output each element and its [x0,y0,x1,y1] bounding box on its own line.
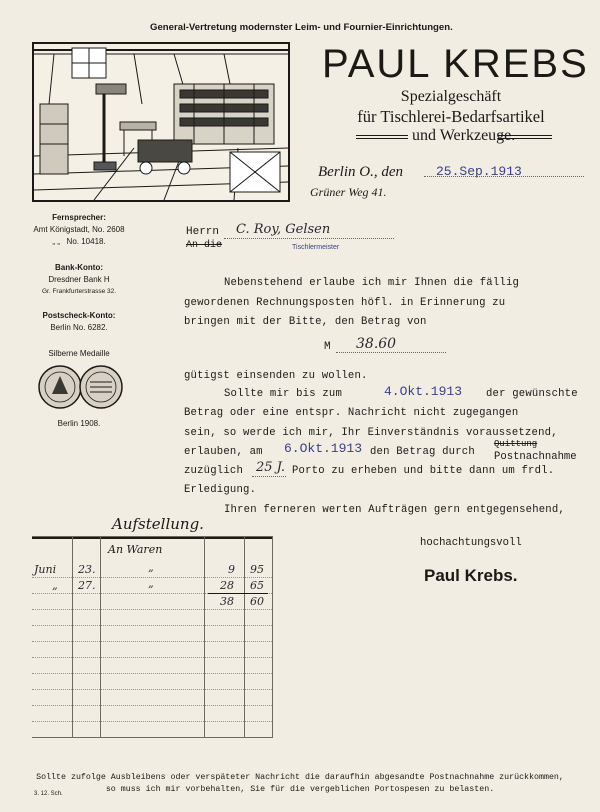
letter-line-5a: Sollte mir bis zum [224,388,343,400]
profession-stamp: Tischlermeister [292,244,340,251]
letter-line-2: gewordenen Rechnungsposten höfl. in Erinnerung zu [184,297,506,309]
closing-formula: hochachtungsvoll [420,537,522,549]
struck-an-die: An die [186,240,223,251]
address-dotted-line [224,238,394,239]
row-ditto: „ [148,561,154,574]
subtitle-row-werkzeuge [322,127,580,147]
row-pfennig: 65 [250,579,264,592]
footer-line-1: Sollte zufolge Ausbleibens oder verspäteter Nachricht die daraufhin abgesandte Postnachnahme zurückkommen, [36,773,564,782]
letter-line-1: Nebenstehend erlaube ich mir Ihnen die fällig [224,277,520,289]
phone-title: Fernsprecher: [52,213,106,222]
postnachnahme-label: Postnachnahme [494,451,577,463]
struck-quittung: Quittung [494,439,538,449]
subtitle-spezialgeschaeft: Spezialgeschäft [400,88,502,105]
letter-line-8b: den Betrag durch [370,446,475,458]
collection-date-stamp: 6.Okt.1913 [284,441,363,456]
company-name: PAUL KREBS [322,42,589,86]
letter-line-8a: erlauben, am [184,446,263,458]
phone-number-1: Amt Königstadt, No. 2608 [33,225,125,234]
letter-line-4: gütigst einsenden zu wollen. [184,370,368,382]
street-address: Grüner Weg 41. [310,185,387,199]
row-mark: 28 [220,579,234,592]
bank-title: Bank-Konto: [55,263,103,272]
footer-line-2: so muss ich mir vorbehalten, Sie für die vergeblichen Portospesen zu belasten. [105,785,495,794]
medal-title: Silberne Medaille [48,349,110,358]
total-pfennig: 60 [250,595,264,608]
date-stamp: 25.Sep.1913 [436,164,522,179]
row-day: 23. [78,563,96,576]
postcheck-title: Postscheck-Konto: [42,311,116,320]
amount-prefix: M [324,341,331,353]
letter-line-3: bringen mit der Bitte, den Betrag von [184,316,427,328]
letter-line-9a: zuzüglich [184,465,244,477]
row-day: 27. [78,579,96,592]
medal-icon [38,362,124,412]
ornament-rule-right [498,135,552,139]
row-month: „ [52,579,58,592]
deadline-stamp: 4.Okt.1913 [384,384,463,399]
workshop-illustration [32,42,290,202]
bank-address: Gr. Frankfurterstrasse 32. [41,288,117,295]
bank-name: Dresdner Bank H [48,275,110,284]
letter-line-7: sein, so werde ich mir, Ihr Einverständnis voraussetzend, [184,427,558,439]
porto-handwritten: 25 J. [256,460,286,475]
amount-handwritten: 38.60 [356,336,397,352]
row-mark: 9 [228,563,235,576]
print-code: 3. 12. Sch. [34,791,63,797]
medal-caption: Berlin 1908. [57,419,101,428]
porto-dotted-line [252,476,286,477]
statement-table [32,536,273,738]
signature: Paul Krebs. [424,566,518,585]
letter-line-6: Betrag oder eine entspr. Nachricht nicht zugegangen [184,407,519,419]
sum-line [208,593,268,594]
letter-line-9b: Porto zu erheben und bitte dann um frdl. [292,465,555,477]
subtitle-werkzeuge: und Werkzeuge. [412,127,516,144]
row-ditto: „ [148,577,154,590]
salutation: Herrn [186,226,220,238]
workshop-engraving-icon [34,44,288,200]
statement-title: Aufstellung. [112,515,204,533]
letter-line-5b: der gewünschte [486,388,578,400]
total-mark: 38 [220,595,234,608]
phone-number-2: „ „ No. 10418. [52,237,106,246]
row-month: Juni [34,563,57,576]
letter-line-11: Ihren ferneren werten Aufträgen gern entgegensehend, [224,504,565,516]
tagline: General-Vertretung modernster Leim- und Fournier-Einrichtungen. [150,22,453,33]
letter-line-10: Erledigung. [184,484,257,496]
postcheck-number: Berlin No. 6282. [50,323,108,332]
city-label: Berlin O., den [318,164,403,180]
row-pfennig: 95 [250,563,264,576]
recipient-handwritten: C. Roy, Gelsen [236,222,331,237]
medal-image [38,362,124,412]
subtitle-tischlerei: für Tischlerei-Bedarfsartikel [357,107,545,126]
amount-dotted-line [336,352,446,353]
column-header-waren: An Waren [108,543,163,556]
ornament-rule-left [356,135,408,139]
